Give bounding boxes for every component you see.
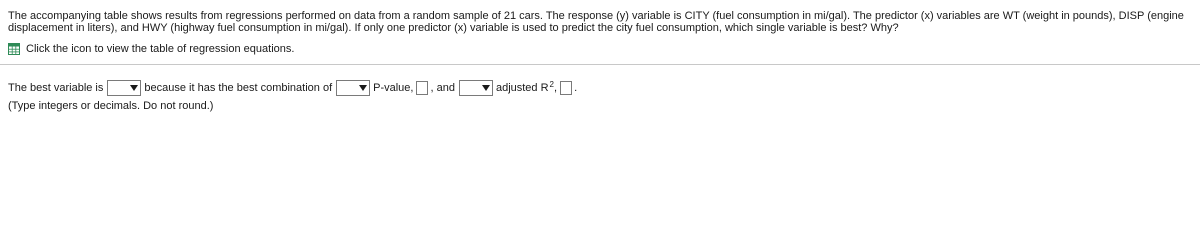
adjusted-r2-comparison-value <box>460 81 480 95</box>
answer-sentence <box>8 79 577 97</box>
best-variable-dropdown[interactable] <box>107 80 141 96</box>
r-squared-superscript: 2 <box>549 79 554 89</box>
table-grid-icon[interactable] <box>8 43 20 55</box>
answer-suffix: . <box>574 82 578 94</box>
view-table-row <box>8 42 294 56</box>
pvalue-comparison-dropdown[interactable] <box>336 80 370 96</box>
view-table-instruction: Click the icon to view the table of regression equations. <box>26 43 295 55</box>
input-hint: (Type integers or decimals. Do not round.) <box>8 100 214 112</box>
section-divider <box>0 64 1200 65</box>
question-text: The accompanying table shows results from regressions performed on data from a random sample of 21 cars. The response (y) variable is CITY (fuel consumption in mi/gal). The predictor (x) variables are WT (weight in pounds), DISP (engine displacement in liters), and HWY (highway fuel consumption in mi/gal). If only one predictor (x) variable is used to predict the city fuel consumption, which single variable is best? Why? <box>8 10 1184 34</box>
adjusted-r2-input[interactable] <box>560 81 572 95</box>
answer-middle-4: adjusted R <box>495 82 549 94</box>
adjusted-r2-comparison-dropdown[interactable] <box>459 80 493 96</box>
dropdown-arrow-icon <box>480 81 492 95</box>
dropdown-arrow-icon <box>357 81 369 95</box>
answer-middle-2: P-value, <box>373 82 414 94</box>
answer-prefix: The best variable is <box>8 82 104 94</box>
answer-middle-5: , <box>554 82 558 94</box>
best-variable-value <box>108 81 128 95</box>
answer-middle-3: , and <box>430 82 455 94</box>
pvalue-comparison-value <box>337 81 357 95</box>
dropdown-arrow-icon <box>128 81 140 95</box>
pvalue-input[interactable] <box>416 81 428 95</box>
answer-middle-1: because it has the best combination of <box>144 82 333 94</box>
